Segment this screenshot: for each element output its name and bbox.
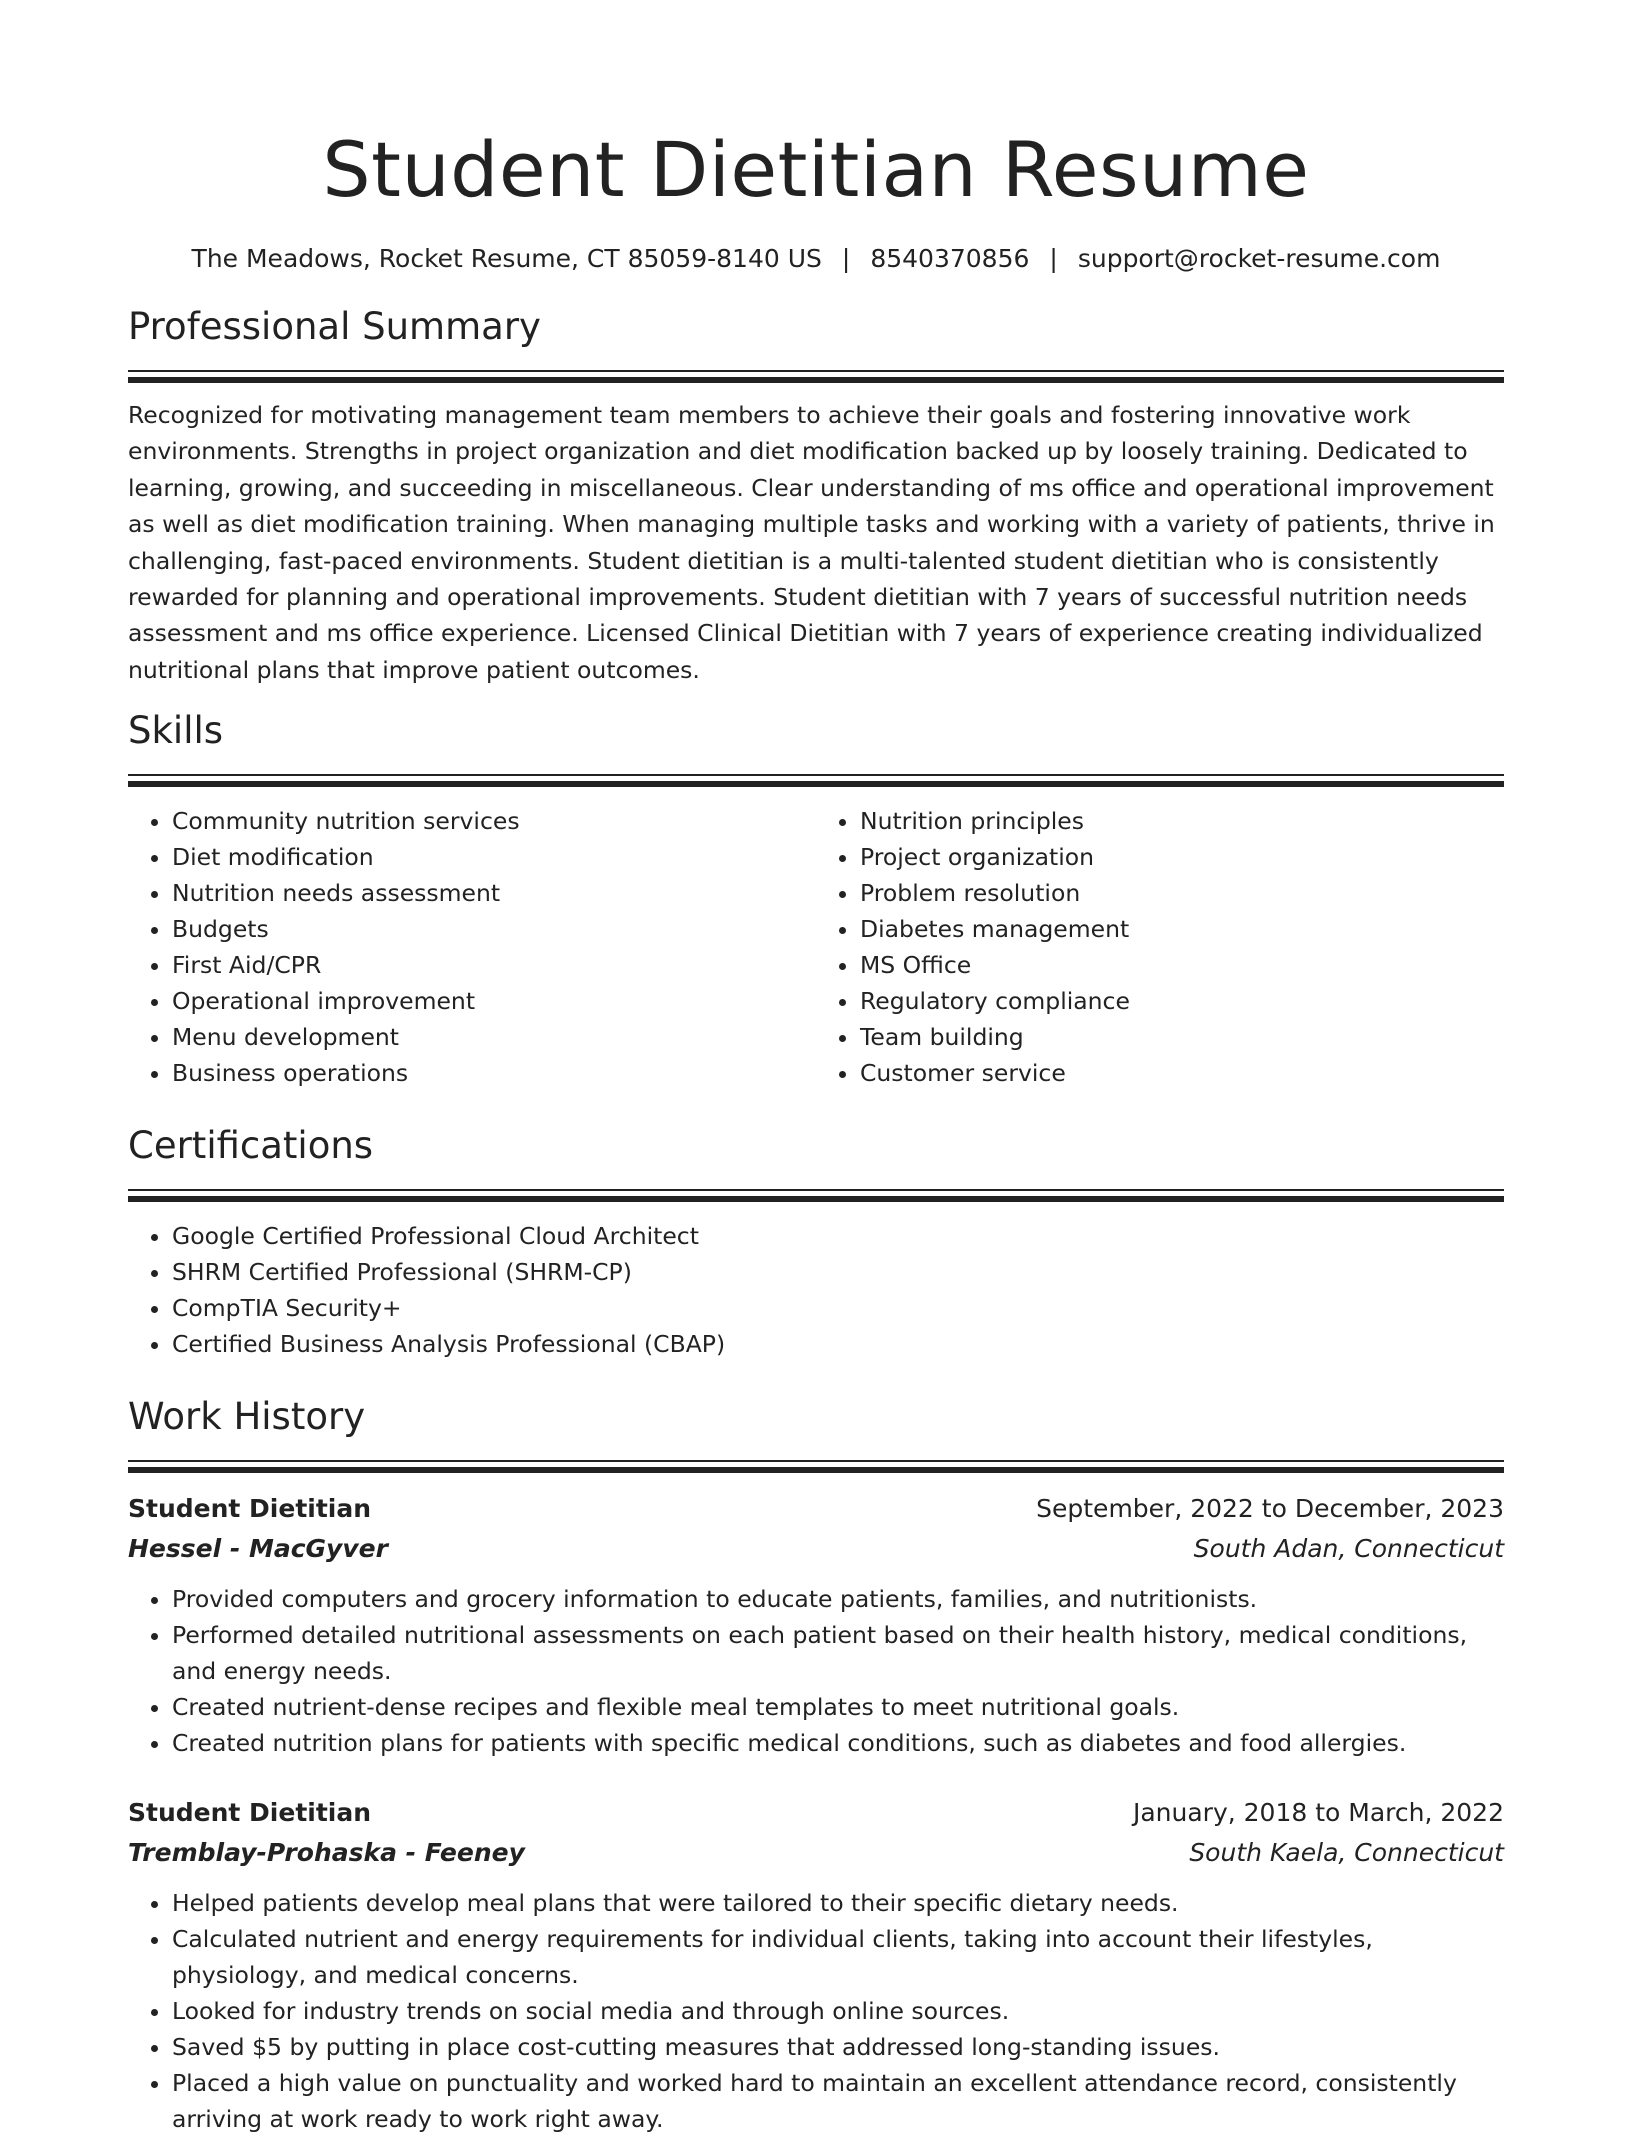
job-bullet: • Provided computers and grocery information to educate patients, families, and nutritionists. [172,1581,1504,1617]
skill-item: • Budgets [172,911,816,947]
certification-item: • Certified Business Analysis Professional (CBAP) [172,1326,1504,1362]
skill-item: • Menu development [172,1019,816,1055]
resume-title: Student Dietitian Resume [322,125,1310,214]
skill-item: • Nutrition principles [860,803,1504,839]
section-rule-thin [128,1460,1504,1462]
skill-item: • Problem resolution [860,875,1504,911]
work-history-heading: Work History [128,1395,366,1439]
job-entry [128,1489,1504,1761]
contact-address: The Meadows, Rocket Resume, CT 85059-8140 US [191,244,822,273]
job-company: Tremblay-Prohaska - Feeney [128,1838,525,1868]
skill-item: • Diet modification [172,839,816,875]
job-bullet: • Calculated nutrient and energy requirements for individual clients, taking into account their lifestyles, physiology, and medical concerns. [172,1921,1504,1993]
contact-separator: | [1049,244,1058,273]
certifications-heading: Certifications [128,1124,374,1168]
section-rule-thick [128,1196,1504,1202]
job-title: Student Dietitian [128,1798,372,1828]
job-bullet: • Performed detailed nutritional assessments on each patient based on their health history, medical conditions, and energy needs. [172,1617,1504,1689]
job-entry [128,1793,1504,2137]
job-dates: September, 2022 to December, 2023 [1036,1494,1504,1524]
summary-section [128,302,1504,688]
skills-columns [128,803,1504,1091]
job-dates: January, 2018 to March, 2022 [1132,1798,1504,1828]
job-bullet: • Helped patients develop meal plans that were tailored to their specific dietary needs. [172,1885,1504,1921]
contact-separator: | [841,244,851,273]
certification-item: • SHRM Certified Professional (SHRM-CP) [172,1254,1504,1290]
contact-line [128,242,1504,276]
skills-section [128,706,1504,1091]
job-bullet: • Placed a high value on punctuality and worked hard to maintain an excellent attendance record, consistently arriving at work ready to work right away. [172,2065,1504,2137]
skill-item: • Diabetes management [860,911,1504,947]
certification-item: • Google Certified Professional Cloud Architect [172,1218,1504,1254]
job-subheader [128,1529,1504,1569]
job-location: South Adan, Connecticut [1193,1534,1504,1564]
job-bullet-list [128,1581,1504,1761]
work-history-section [128,1392,1504,2137]
skill-item: • Customer service [860,1055,1504,1091]
skills-list-right [816,803,1504,1091]
job-location: South Kaela, Connecticut [1189,1838,1504,1868]
job-subheader [128,1833,1504,1873]
job-header [128,1489,1504,1529]
certifications-section [128,1121,1504,1362]
job-bullet: • Saved $5 by putting in place cost-cutting measures that addressed long-standing issues. [172,2029,1504,2065]
contact-phone: 8540370856 [870,244,1030,273]
skill-item: • Operational improvement [172,983,816,1019]
job-bullet-list [128,1885,1504,2137]
summary-heading: Professional Summary [128,305,541,348]
skill-item: • Project organization [860,839,1504,875]
contact-email: support@rocket-resume.com [1077,244,1441,273]
job-title: Student Dietitian [128,1494,372,1524]
skill-item: • Business operations [172,1055,816,1091]
skills-heading: Skills [128,709,224,753]
job-company: Hessel - MacGyver [128,1534,388,1564]
job-header [128,1793,1504,1833]
section-rule-thin [128,1189,1504,1191]
skills-list-left [128,803,816,1091]
certification-item: • CompTIA Security+ [172,1290,1504,1326]
certifications-list [128,1218,1504,1362]
skill-item: • First Aid/CPR [172,947,816,983]
skill-item: • Team building [860,1019,1504,1055]
skill-item: • Community nutrition services [172,803,816,839]
section-rule-thick [128,781,1504,787]
section-rule-thin [128,774,1504,776]
skill-item: • Regulatory compliance [860,983,1504,1019]
job-bullet: • Looked for industry trends on social media and through online sources. [172,1993,1504,2029]
section-rule-thick [128,377,1504,383]
job-bullet: • Created nutrition plans for patients with specific medical conditions, such as diabetes and food allergies. [172,1725,1504,1761]
section-rule-thick [128,1467,1504,1473]
resume-page [128,0,1504,2137]
skill-item: • MS Office [860,947,1504,983]
summary-text: Recognized for motivating management team members to achieve their goals and fostering innovative work environments. Strengths in project organization and diet modification backed up by loosely training. Dedicated to learning, growing, and succeeding in miscellaneous. Clear understanding of ms office and operational improvement as well as diet modification training. When managing multiple tasks and working with a variety of patients, thrive in challenging, fast-paced environments. Student dietitian is a multi-talented student dietitian who is consistently rewarded for planning and operational improvements. Student dietitian with 7 years of successful nutrition needs assessment and ms office experience. Licensed Clinical Dietitian with 7 years of experience creating individualized nutritional plans that improve patient outcomes. [128,401,1495,684]
skill-item: • Nutrition needs assessment [172,875,816,911]
job-bullet: • Created nutrient-dense recipes and flexible meal templates to meet nutritional goals. [172,1689,1504,1725]
section-rule-thin [128,370,1504,372]
